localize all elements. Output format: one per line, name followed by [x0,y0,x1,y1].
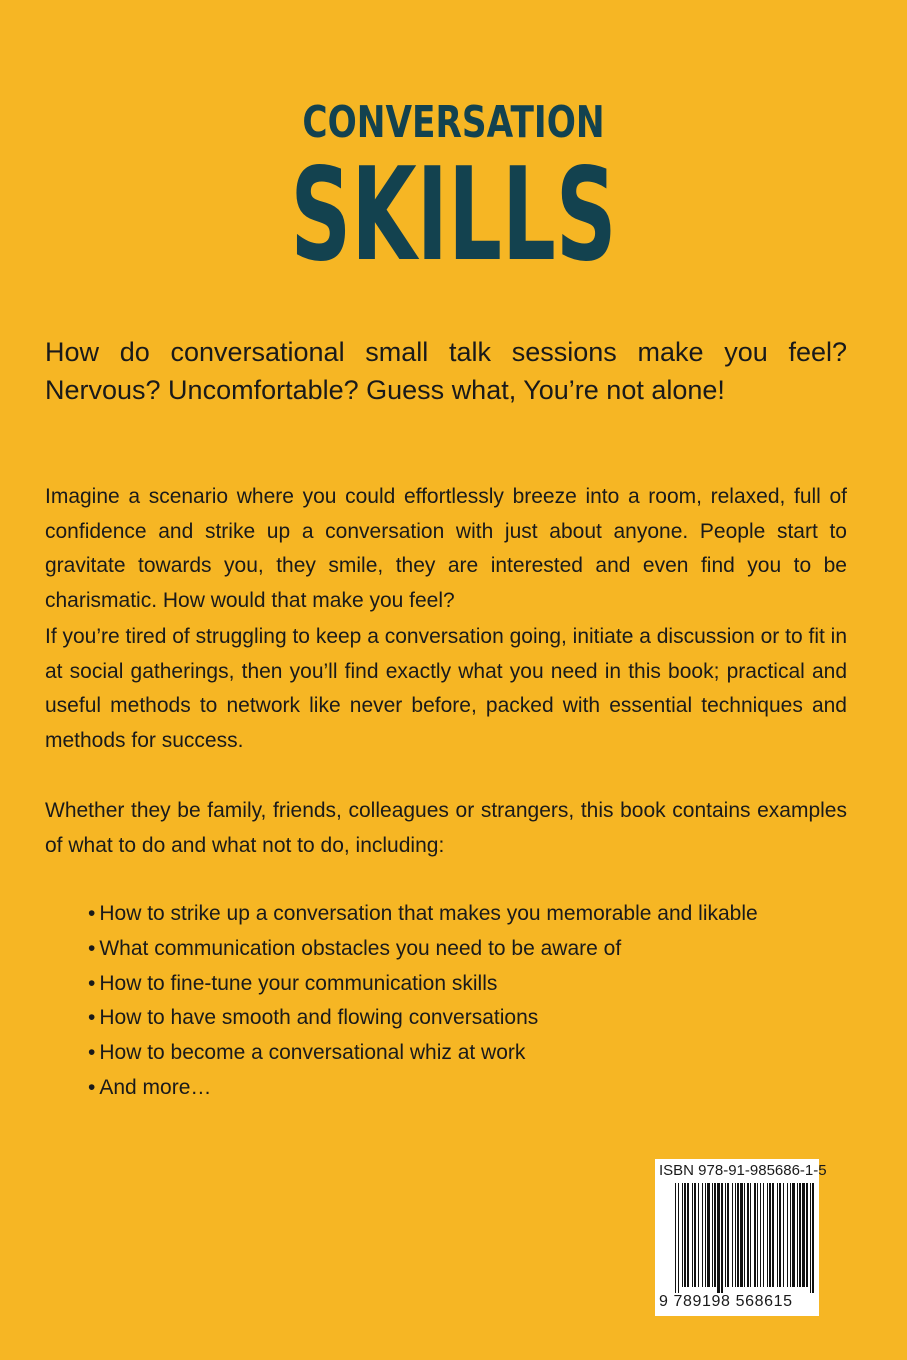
barcode-bar [735,1183,736,1287]
barcode-bar [692,1183,693,1287]
barcode-bar [767,1183,768,1287]
list-item: • How to become a conversational whiz at work [88,1036,758,1071]
barcode-bar [760,1183,761,1287]
barcode-bar [772,1183,774,1287]
barcode-bar [799,1183,801,1287]
barcode-bar [737,1183,739,1287]
barcode-bar [702,1183,703,1287]
book-title [0,92,907,290]
barcode-bar [698,1183,699,1287]
barcode-bar [777,1183,778,1287]
barcode-bar [757,1183,758,1287]
barcode-panel [655,1159,827,1316]
barcode-bar [769,1183,771,1287]
paragraph-tired: If you’re tired of struggling to keep a conversation going, initiate a discussion or to fit in at social gatherings, then you’ll find exactly what you need in this book; practical and useful methods to network like never before, packed with essential techniques and methods for success. [45,625,847,752]
barcode-bar [802,1183,805,1287]
barcode-bar [678,1183,679,1293]
paragraph-whether: Whether they be family, friends, colleagues or strangers, this book contains examples of what to do and what not to do, including: [45,799,847,857]
barcode-bar [707,1183,710,1287]
title-line-conversation: CONVERSATION [302,97,605,148]
barcode-bar [694,1183,696,1287]
barcode-bar [705,1183,706,1287]
barcode-bar [687,1183,689,1287]
feature-list [88,897,758,1106]
isbn-label: ISBN 978-91-985686-1-5 [659,1162,827,1179]
barcode-bar [812,1183,814,1293]
barcode-bar [763,1183,764,1287]
barcode-bar [783,1183,784,1287]
title-line-skills: SKILLS [290,141,617,290]
lead-text: How do conversational small talk sessions make you feel? Nervous? Uncomfortable? Guess what, You’re not alone! [45,337,847,405]
barcode-bar [714,1183,716,1287]
barcode-bar [744,1183,745,1287]
barcode-bar [810,1183,811,1293]
barcode-number: 9 789198 568615 [659,1293,793,1310]
barcode-bar [717,1183,720,1293]
barcode-bar [797,1183,798,1287]
barcode-bar [790,1183,791,1287]
barcode-image [655,1183,819,1293]
barcode-bar [727,1183,729,1287]
barcode-bar [750,1183,751,1287]
paragraph-imagine: Imagine a scenario where you could effortlessly breeze into a room, relaxed, full of confidence and strike up a conversation with just about anyone. People start to gravitate towards you, they smile, they are interested and even find you to be charismatic. How would that make you feel? [45,485,847,612]
barcode-bar [675,1183,676,1293]
barcode-bar [721,1183,723,1293]
list-item: • And more… [88,1071,758,1106]
barcode-bar [787,1183,788,1287]
barcode-bar [806,1183,808,1287]
list-item: • How to have smooth and flowing conversations [88,1001,758,1036]
barcode-bar [740,1183,743,1287]
barcode-bar [779,1183,781,1287]
barcode-bar [732,1183,733,1287]
barcode-bar [712,1183,713,1287]
barcode-bar [725,1183,726,1287]
list-item: • How to fine-tune your communication skills [88,967,758,1002]
barcode-bar [792,1183,795,1287]
barcode-bar [682,1183,683,1287]
list-item: • What communication obstacles you need to be aware of [88,932,758,967]
barcode-bar [754,1183,756,1287]
barcode-bar [684,1183,686,1287]
barcode-bar [747,1183,749,1287]
list-item: • How to strike up a conversation that makes you memorable and likable [88,897,758,932]
